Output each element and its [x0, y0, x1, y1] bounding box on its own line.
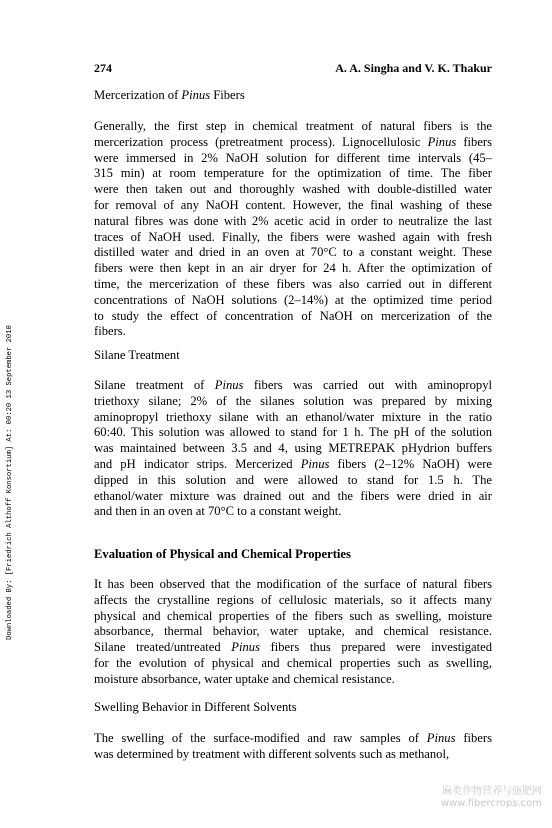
paragraph-line: mercerization process (pretreatment process). Lignocellulosic Pinus fibers [94, 134, 492, 149]
paragraph-line: natural fibres was done with 2% acetic acid in order to neutralize the last [94, 213, 492, 228]
paragraph-line: absorbance, thermal behavior, water uptake, and chemical resistance. [94, 624, 492, 639]
paragraph-line: Silane treatment of Pinus fibers was carried out with aminopropyl [94, 378, 492, 392]
running-head: A. A. Singha and V. K. Thakur [335, 61, 492, 75]
paragraph-line: to study the effect of concentration of NaOH on mercerization of the [94, 308, 492, 323]
paragraph-line: moisture absorbance, water uptake and chemical resistance. [94, 671, 395, 686]
section-heading-evaluation: Evaluation of Physical and Chemical Properties [94, 547, 351, 561]
paragraph-line: fibers were then kept in an air dryer for 24 h. After the optimization of [94, 261, 492, 276]
site-watermark [441, 786, 542, 810]
heading-italic-text: Pinus [181, 88, 211, 102]
paragraph-line: fibers. [94, 324, 126, 339]
paragraph-line: distilled water and dried in an oven at 70°C to a constant weight. These [94, 245, 492, 260]
paragraph-silane [94, 378, 492, 520]
section-heading-mercerization [94, 88, 245, 103]
watermark-line: www.fibercrops.com [440, 798, 542, 809]
heading-text: Fibers [210, 88, 245, 102]
paragraph-line: physical and chemical properties of the fibers such as swelling, moisture [94, 608, 492, 623]
paragraph-line: were then taken out and thoroughly washed with double-distilled water [94, 182, 492, 197]
download-side-note: Downloaded By: [Friedrich Althoff Konsortium] At: 00:20 13 September 2010 [6, 325, 14, 640]
paragraph-line: time, the mercerization of these fibers was also carried out in different [94, 276, 492, 291]
page-number: 274 [94, 61, 112, 75]
paragraph-line: was maintained between 3.5 and 4, using METREPAK pHydrion buffers [94, 441, 492, 456]
paragraph-line: 60:40. This solution was allowed to stand for 1 h. The pH of the solution [94, 425, 492, 440]
paragraph-line: It has been observed that the modification of the surface of natural fibers [94, 577, 492, 591]
paragraph-line: were immersed in 2% NaOH solution for different time intervals (45– [94, 150, 492, 165]
section-heading-silane: Silane Treatment [94, 348, 180, 362]
paragraph-line: was determined by treatment with different solvents such as methanol, [94, 746, 450, 761]
paragraph-line: aminopropyl triethoxy silane with an ethanol/water mixture in the ratio [94, 409, 492, 424]
heading-text: Mercerization of [94, 88, 182, 102]
paragraph-line: and then in an oven at 70°C to a constant weight. [94, 504, 342, 519]
paragraph-line: ethanol/water mixture was drained out and the fibers were dried in air [94, 488, 492, 503]
paragraph-line: traces of NaOH used. Finally, the fibers were washed again with fresh [94, 229, 492, 244]
paragraph-line: Silane treated/untreated Pinus fibers thus prepared were investigated [94, 640, 492, 655]
paragraph-line: and pH indicator strips. Mercerized Pinus fibers (2–12% NaOH) were [94, 456, 492, 471]
section-heading-swelling: Swelling Behavior in Different Solvents [94, 700, 297, 714]
paragraph-line: Generally, the first step in chemical treatment of natural fibers is the [94, 119, 492, 133]
watermark-line: 麻类作物营养与施肥网 [442, 786, 542, 797]
paragraph-mercerization [94, 119, 492, 340]
paragraph-swelling [94, 731, 492, 763]
paragraph-line: affects the crystalline regions of cellulosic materials, so it affects many [94, 592, 492, 607]
paragraph-line: dipped in this solution and were allowed to stand for 1.5 h. The [94, 472, 492, 487]
paragraph-evaluation [94, 577, 492, 688]
paragraph-line: 315 min) at room temperature for the optimization of time. The fiber [94, 166, 492, 181]
paragraph-line: concentrations of NaOH solutions (2–14%) at the optimized time period [94, 292, 492, 307]
paragraph-line: The swelling of the surface-modified and raw samples of Pinus fibers [94, 731, 492, 745]
paragraph-line: triethoxy silane; 2% of the silanes solution was prepared by mixing [94, 393, 492, 408]
paragraph-line: for removal of any NaOH content. However, the final washing of these [94, 197, 492, 212]
paragraph-line: for the evolution of physical and chemical properties such as swelling, [94, 655, 492, 670]
